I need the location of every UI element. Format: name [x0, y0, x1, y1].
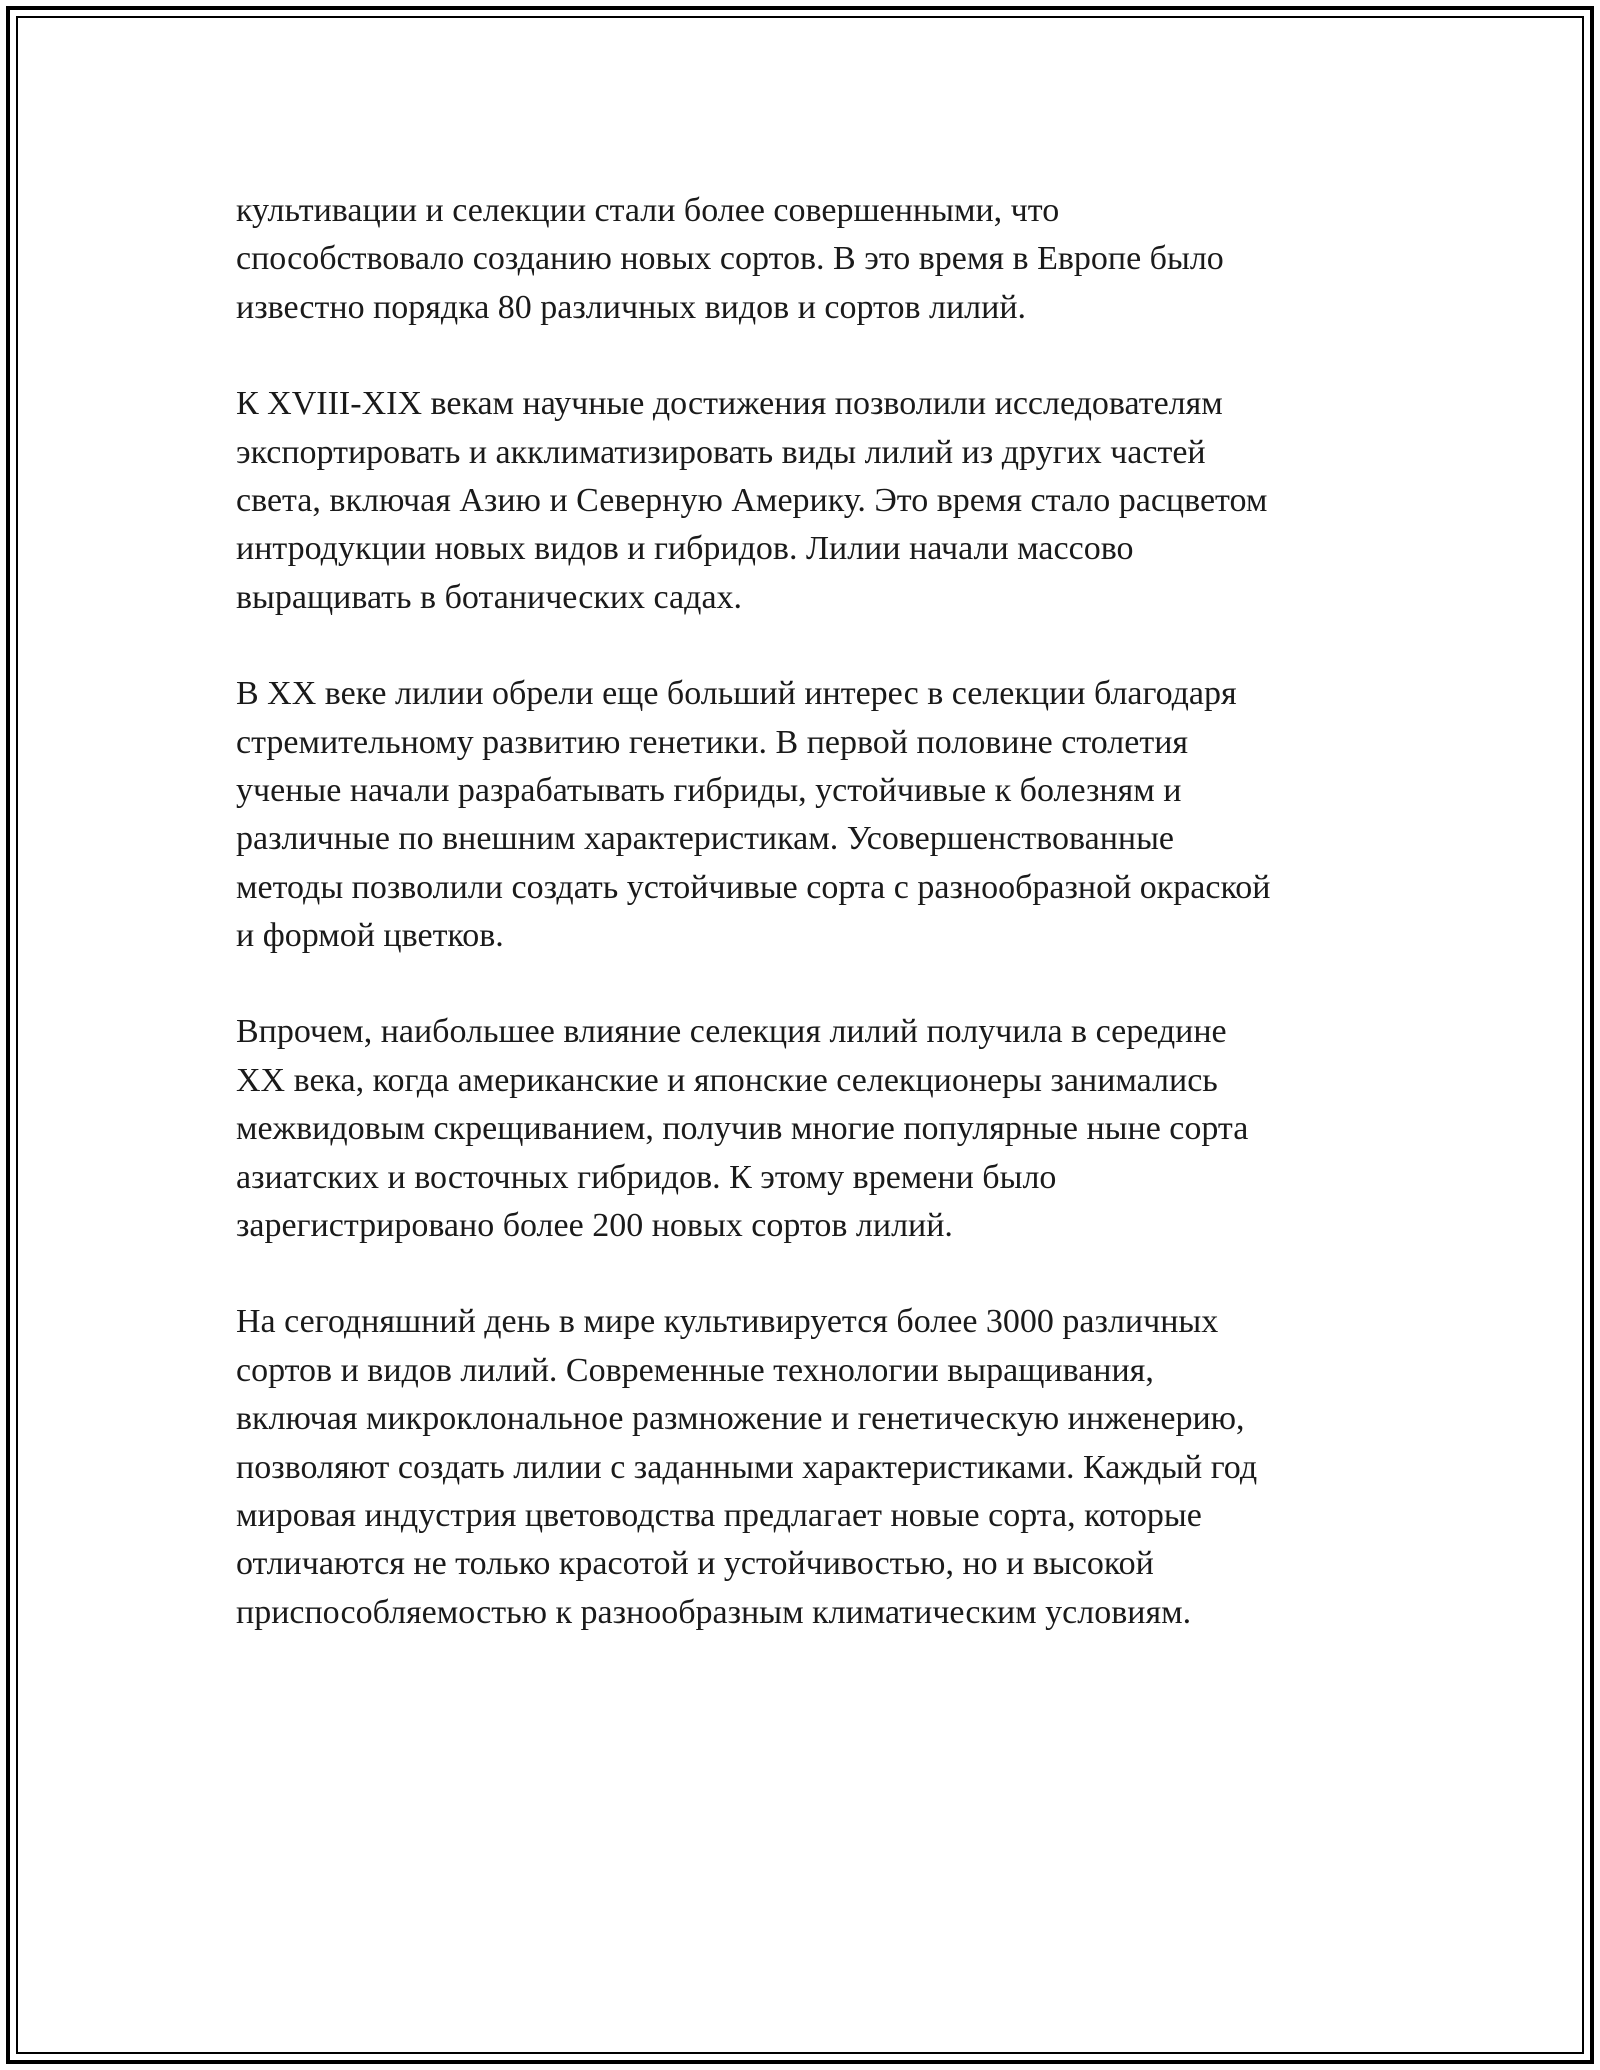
paragraph-4	[236, 1008, 1376, 1250]
text-line: позволяют создать лилии с заданными характеристиками. Каждый год	[236, 1448, 1258, 1486]
text-line: зарегистрировано более 200 новых сортов лилий.	[236, 1207, 953, 1245]
text-line: Впрочем, наибольшее влияние селекция лилий получила в середине	[236, 1013, 1227, 1051]
text-line: мировая индустрия цветоводства предлагает новые сорта, которые	[236, 1496, 1202, 1534]
text-line: отличаются не только красотой и устойчивостью, но и высокой	[236, 1545, 1154, 1583]
text-line: К XVIII-XIX векам научные достижения позволили исследователям	[236, 385, 1223, 423]
text-line: сортов и видов лилий. Современные технологии выращивания,	[236, 1351, 1154, 1389]
document-body	[236, 187, 1376, 1637]
text-line: ученые начали разрабатывать гибриды, устойчивые к болезням и	[236, 771, 1182, 809]
paragraph-3	[236, 670, 1376, 960]
text-line: методы позволили создать устойчивые сорта с разнообразной окраской	[236, 868, 1271, 906]
text-line: приспособляемостью к разнообразным климатическим условиям.	[236, 1593, 1192, 1631]
text-line: интродукции новых видов и гибридов. Лилии начали массово	[236, 530, 1134, 568]
text-line: экспортировать и акклиматизировать виды лилий из других частей	[236, 433, 1206, 471]
text-line: включая микроклональное размножение и генетическую инженерию,	[236, 1400, 1245, 1438]
text-line: известно порядка 80 различных видов и сортов лилий.	[236, 288, 1027, 326]
text-line: выращивать в ботанических садах.	[236, 578, 743, 616]
text-line: и формой цветков.	[236, 917, 504, 955]
text-line: В XX веке лилии обрели еще больший интерес в селекции благодаря	[236, 675, 1237, 713]
text-line: стремительному развитию генетики. В первой половине столетия	[236, 723, 1189, 761]
text-line: XX века, когда американские и японские селекционеры занимались	[236, 1061, 1218, 1099]
text-line: способствовало созданию новых сортов. В это время в Европе было	[236, 240, 1224, 278]
text-line: культивации и селекции стали более совершенными, что	[236, 192, 1060, 229]
text-line: межвидовым скрещиванием, получив многие популярные ныне сорта	[236, 1110, 1249, 1148]
text-line: азиатских и восточных гибридов. К этому времени было	[236, 1158, 1057, 1196]
paragraph-2	[236, 380, 1376, 622]
text-line: света, включая Азию и Северную Америку. Это время стало расцветом	[236, 481, 1268, 519]
paragraph-5	[236, 1298, 1376, 1637]
text-line: различные по внешним характеристикам. Усовершенствованные	[236, 820, 1175, 858]
paragraph-1	[236, 187, 1376, 332]
text-line: На сегодняшний день в мире культивируется более 3000 различных	[236, 1303, 1219, 1341]
